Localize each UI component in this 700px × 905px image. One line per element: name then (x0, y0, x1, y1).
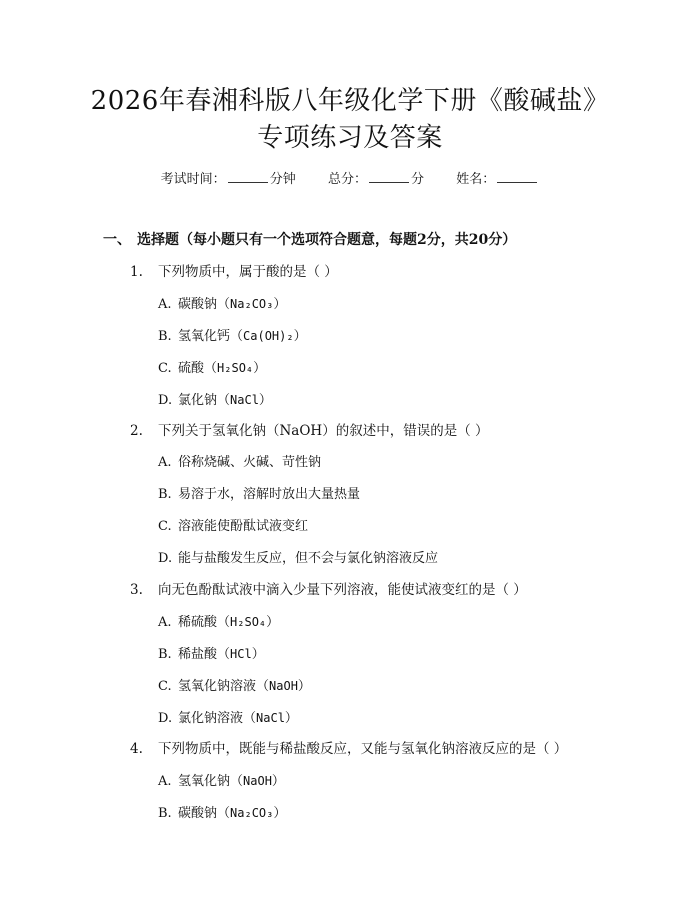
name-label: 姓名： (456, 172, 496, 187)
option-text: 碳酸钠（ (178, 806, 231, 821)
time-blank (228, 170, 268, 183)
option-letter: D. (158, 393, 173, 408)
section-title: 选择题（每小题只有一个选项符合题意，每题2分，共20分） (137, 232, 517, 248)
option-letter: B. (158, 487, 172, 502)
option-letter: A. (158, 297, 172, 312)
option-b (158, 326, 307, 347)
option-a (158, 453, 321, 473)
option-close-paren: ） (273, 806, 287, 821)
option-letter: C. (158, 361, 172, 376)
chemical-formula: NaCl (256, 711, 285, 725)
document-title-line1: 2026年春湘科版八年级化学下册《酸碱盐》 (90, 86, 610, 116)
option-c (158, 517, 308, 537)
option-b (158, 803, 286, 824)
option-text: 氢氧化钠（ (178, 774, 244, 789)
section-number: 一、 (103, 232, 131, 248)
option-letter: C. (158, 519, 172, 534)
chemical-formula: NaCl (230, 393, 259, 407)
document-title-line2: 专项练习及答案 (257, 123, 443, 153)
option-d (158, 390, 272, 411)
option-text: 易溶于水，溶解时放出大量热量 (178, 487, 361, 502)
option-text: 氢氧化钠溶液（ (178, 679, 270, 694)
question-3 (130, 580, 527, 600)
section-heading (103, 230, 516, 250)
question-text: 向无色酚酞试液中滴入少量下列溶液，能使试液变红的是（ ） (158, 582, 527, 598)
option-b (158, 485, 360, 505)
chemical-formula: Na₂CO₃ (230, 806, 274, 820)
question-number: 1. (130, 264, 143, 280)
option-text: 俗称烧碱、火碱、苛性钠 (178, 455, 322, 470)
question-2 (130, 421, 489, 441)
option-letter: B. (158, 647, 172, 662)
option-text: 能与盐酸发生反应，但不会与氯化钠溶液反应 (178, 551, 439, 566)
option-text: 硫酸（ (178, 361, 218, 376)
option-letter: D. (158, 551, 173, 566)
time-unit: 分钟 (269, 172, 296, 187)
chemical-formula: H₂SO₄ (230, 615, 267, 629)
option-letter: B. (158, 329, 172, 344)
option-close-paren: ） (273, 297, 287, 312)
chemical-formula: HCl (230, 647, 252, 661)
option-close-paren: ） (271, 774, 285, 789)
chemical-formula: NaOH (269, 679, 298, 693)
question-4 (130, 739, 567, 759)
option-text: 溶液能使酚酞试液变红 (178, 519, 309, 534)
option-letter: A. (158, 774, 172, 789)
option-close-paren: ） (293, 329, 307, 344)
option-text: 氢氧化钙（ (178, 329, 244, 344)
option-close-paren: ） (253, 361, 267, 376)
option-a (158, 294, 286, 315)
option-a (158, 771, 285, 792)
time-label: 考试时间： (160, 172, 226, 187)
option-letter: A. (158, 455, 172, 470)
option-a (158, 612, 279, 633)
option-text: 氯化钠（ (178, 393, 231, 408)
option-c (158, 676, 311, 697)
option-close-paren: ） (284, 711, 298, 726)
option-close-paren: ） (266, 615, 280, 630)
score-label: 总分： (327, 172, 367, 187)
question-1 (130, 262, 338, 282)
option-d (158, 708, 298, 729)
score-unit: 分 (411, 172, 425, 187)
option-text: 稀盐酸（ (178, 647, 231, 662)
option-d (158, 549, 438, 569)
option-b (158, 644, 265, 665)
chemical-formula: NaOH (243, 774, 272, 788)
name-blank (497, 170, 537, 183)
chemical-formula: Na₂CO₃ (230, 297, 274, 311)
option-text: 氯化钠溶液（ (178, 711, 257, 726)
question-text: 下列关于氢氧化钠（NaOH）的叙述中，错误的是（ ） (158, 423, 489, 439)
option-close-paren: ） (251, 647, 265, 662)
option-letter: D. (158, 711, 173, 726)
option-text: 碳酸钠（ (178, 297, 231, 312)
question-number: 4. (130, 741, 143, 757)
option-letter: B. (158, 806, 172, 821)
question-number: 2. (130, 423, 143, 439)
exam-info-line (0, 170, 700, 189)
question-text: 下列物质中，属于酸的是（ ） (158, 264, 338, 280)
question-number: 3. (130, 582, 143, 598)
option-close-paren: ） (297, 679, 311, 694)
option-c (158, 358, 266, 379)
option-close-paren: ） (258, 393, 272, 408)
chemical-formula: Ca(OH)₂ (243, 329, 294, 343)
question-text: 下列物质中，既能与稀盐酸反应，又能与氢氧化钠溶液反应的是（ ） (158, 741, 568, 757)
chemical-formula: H₂SO₄ (217, 361, 254, 375)
option-text: 稀硫酸（ (178, 615, 231, 630)
score-blank (369, 170, 409, 183)
option-letter: C. (158, 679, 172, 694)
option-letter: A. (158, 615, 172, 630)
